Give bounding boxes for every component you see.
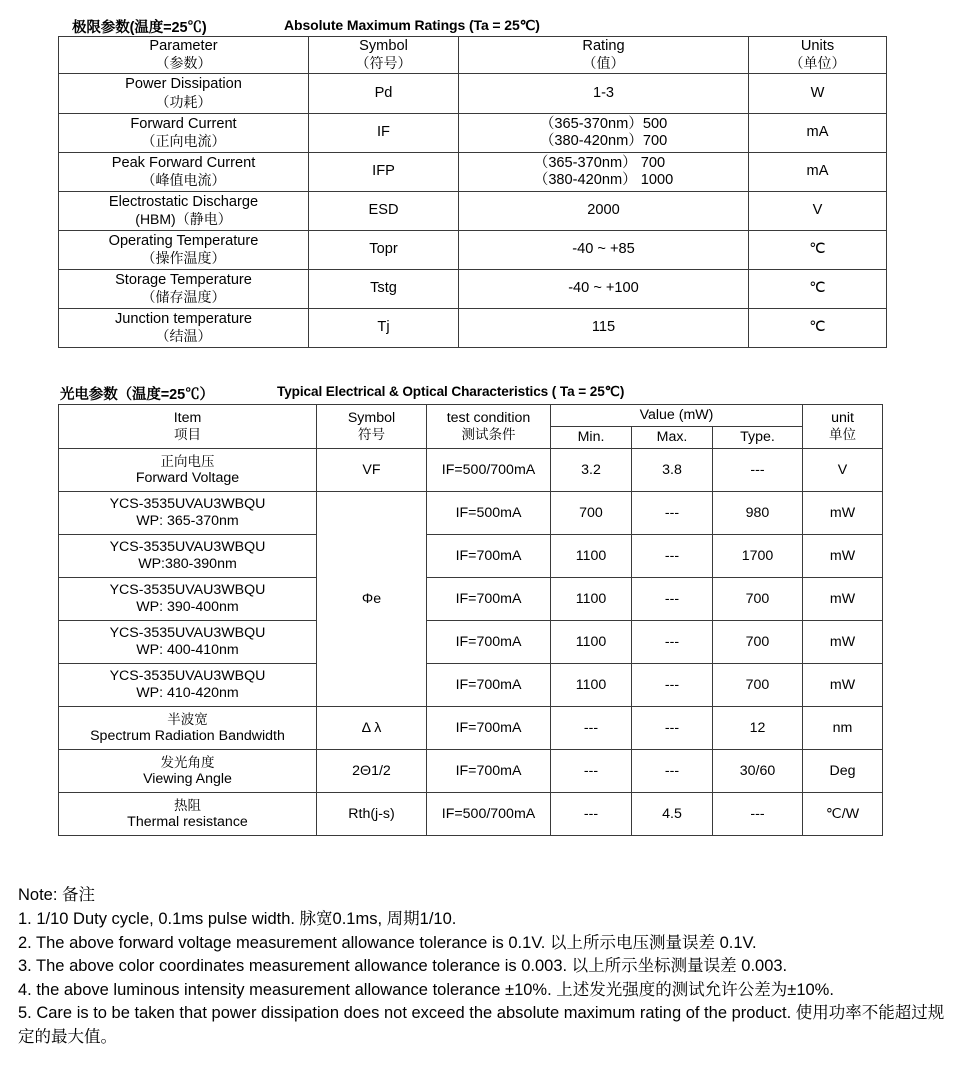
eo-test-condition-cell: IF=700mA xyxy=(427,707,551,750)
amr-symbol-cell: ESD xyxy=(309,191,459,230)
eo-max-cell: --- xyxy=(632,621,713,664)
column-header-min: Min. xyxy=(551,427,632,449)
eo-test-condition-cell: IF=500/700mA xyxy=(427,793,551,836)
eo-item-wavelength: WP:380-390nm xyxy=(138,556,237,572)
table-header-row xyxy=(59,405,883,427)
eo-item-wavelength: WP: 390-400nm xyxy=(136,599,239,615)
amr-parameter-cn: （储存温度） xyxy=(141,289,226,306)
amr-heading-en: Absolute Maximum Ratings (Ta = 25℃) xyxy=(284,17,540,33)
eo-min-cell: 700 xyxy=(551,492,632,535)
eo-item-partnumber: YCS-3535UVAU3WBQU xyxy=(109,668,266,685)
eo-type-cell: 980 xyxy=(713,492,803,535)
eo-max-cell: 3.8 xyxy=(632,449,713,492)
column-header-symbol xyxy=(317,405,427,449)
eo-max-cell: --- xyxy=(632,492,713,535)
amr-parameter-cn: （功耗） xyxy=(155,93,212,110)
eo-max-cell: 4.5 xyxy=(632,793,713,836)
note-item: 3. The above color coordinates measurement allowance tolerance is 0.003. 以上所示坐标测量误差 0.003. xyxy=(18,957,788,976)
eo-item-wavelength: WP: 410-420nm xyxy=(136,685,239,701)
amr-parameter-cell xyxy=(59,73,309,113)
note-item: 2. The above forward voltage measurement allowance tolerance is 0.1V. 以上所示电压测量误差 0.1V. xyxy=(18,933,757,952)
eo-unit-cell: mW xyxy=(803,578,883,621)
electro-optical-characteristics-table xyxy=(58,404,883,836)
table-row xyxy=(59,230,887,269)
eo-item-cn: 正向电压 xyxy=(160,453,215,469)
table-row xyxy=(59,707,883,750)
notes-title: Note: 备注 xyxy=(18,886,96,904)
amr-parameter-en: Storage Temperature xyxy=(115,271,252,288)
amr-parameter-cn: （结温） xyxy=(155,328,212,345)
eo-item-cell xyxy=(59,578,317,621)
table-row xyxy=(59,750,883,793)
column-header-unit-cn: 单位 xyxy=(829,426,856,442)
column-header-test-condition-en: test condition xyxy=(446,410,531,427)
eo-unit-cell: Deg xyxy=(803,750,883,793)
table-row xyxy=(59,191,887,230)
column-header-symbol-cn: 符号 xyxy=(358,426,385,442)
eo-heading-en: Typical Electrical & Optical Characteristics ( Ta = 25℃) xyxy=(277,384,625,399)
column-header-rating-en: Rating xyxy=(582,38,625,54)
eo-unit-cell: ℃/W xyxy=(803,793,883,836)
eo-type-cell: 700 xyxy=(713,621,803,664)
eo-type-cell: --- xyxy=(713,449,803,492)
amr-parameter-cn: （正向电流） xyxy=(141,133,226,150)
amr-symbol-cell: Tstg xyxy=(309,269,459,308)
column-header-units-en: Units xyxy=(800,38,835,54)
table-row xyxy=(59,308,887,347)
amr-rating-cell xyxy=(459,230,749,269)
amr-units-cell: ℃ xyxy=(749,308,887,347)
eo-min-cell: --- xyxy=(551,707,632,750)
eo-unit-cell: V xyxy=(803,449,883,492)
column-header-item-en: Item xyxy=(173,410,202,427)
table-row xyxy=(59,535,883,578)
amr-rating-line: （380-420nm）700 xyxy=(539,132,668,149)
amr-rating-line: 1-3 xyxy=(592,84,615,101)
amr-rating-cell xyxy=(459,308,749,347)
eo-item-partnumber: YCS-3535UVAU3WBQU xyxy=(109,582,266,599)
eo-item-en: Forward Voltage xyxy=(135,469,240,486)
amr-parameter-cell xyxy=(59,269,309,308)
eo-type-cell: --- xyxy=(713,793,803,836)
table-row xyxy=(59,73,887,113)
amr-rating-line: 115 xyxy=(591,319,616,336)
column-header-units-cn: （单位） xyxy=(789,55,846,72)
amr-parameter-en: Forward Current xyxy=(130,115,237,132)
eo-item-partnumber: YCS-3535UVAU3WBQU xyxy=(109,496,266,513)
amr-parameter-cell xyxy=(59,152,309,191)
table-row xyxy=(59,269,887,308)
column-header-max: Max. xyxy=(632,427,713,449)
eo-item-wavelength: WP: 365-370nm xyxy=(136,513,239,529)
eo-type-cell: 1700 xyxy=(713,535,803,578)
column-header-parameter-en: Parameter xyxy=(149,38,218,54)
eo-test-condition-cell: IF=700mA xyxy=(427,578,551,621)
eo-unit-cell: mW xyxy=(803,621,883,664)
amr-symbol-cell: IFP xyxy=(309,152,459,191)
eo-max-cell: --- xyxy=(632,535,713,578)
column-header-symbol xyxy=(309,37,459,74)
amr-rating-line: （365-370nm）500 xyxy=(539,115,668,132)
amr-units-cell: V xyxy=(749,191,887,230)
eo-test-condition-cell: IF=500mA xyxy=(427,492,551,535)
eo-test-condition-cell: IF=700mA xyxy=(427,664,551,707)
eo-unit-cell: mW xyxy=(803,664,883,707)
eo-heading-cn: 光电参数（温度=25℃） xyxy=(60,387,214,403)
amr-units-cell: ℃ xyxy=(749,269,887,308)
column-header-units xyxy=(749,37,887,74)
eo-item-cell xyxy=(59,750,317,793)
amr-parameter-cn: （操作温度） xyxy=(141,250,226,267)
eo-type-cell: 700 xyxy=(713,578,803,621)
eo-item-en: Thermal resistance xyxy=(127,813,248,830)
column-header-rating xyxy=(459,37,749,74)
amr-parameter-cell xyxy=(59,113,309,152)
column-header-symbol-cn: （符号） xyxy=(355,55,412,72)
eo-test-condition-cell: IF=700mA xyxy=(427,750,551,793)
eo-item-cell xyxy=(59,707,317,750)
amr-rating-line: 2000 xyxy=(587,202,620,219)
amr-parameter-en: Power Dissipation xyxy=(125,76,242,93)
eo-min-cell: 3.2 xyxy=(551,449,632,492)
amr-rating-cell xyxy=(459,191,749,230)
column-header-unit xyxy=(803,405,883,449)
table-row xyxy=(59,152,887,191)
eo-unit-cell: mW xyxy=(803,492,883,535)
eo-item-cn: 热阻 xyxy=(174,797,201,813)
column-header-value-group: Value (mW) xyxy=(551,405,803,427)
eo-min-cell: --- xyxy=(551,793,632,836)
eo-item-cell xyxy=(59,793,317,836)
note-item: 5. Care is to be taken that power dissipation does not exceed the absolute maximum rating of the product. 使用功率不能超过规定的最大值。 xyxy=(18,1004,945,1046)
table-row xyxy=(59,793,883,836)
eo-min-cell: 1100 xyxy=(551,578,632,621)
amr-rating-cell xyxy=(459,152,749,191)
amr-heading-cn: 极限参数(温度=25℃) xyxy=(72,20,207,36)
column-header-type: Type. xyxy=(713,427,803,449)
amr-units-cell: ℃ xyxy=(749,230,887,269)
eo-symbol-cell: 2Θ1/2 xyxy=(317,750,427,793)
amr-parameter-cell xyxy=(59,230,309,269)
eo-max-cell: --- xyxy=(632,664,713,707)
eo-min-cell: --- xyxy=(551,750,632,793)
amr-parameter-en: Junction temperature xyxy=(114,310,253,327)
note-item: 4. the above luminous intensity measurement allowance tolerance ±10%. 上述发光强度的测试允许公差为±10%. xyxy=(18,980,834,999)
eo-max-cell: --- xyxy=(632,578,713,621)
eo-item-en: Viewing Angle xyxy=(143,770,232,787)
amr-parameter-cell xyxy=(59,191,309,230)
amr-parameter-en: Peak Forward Current xyxy=(111,154,256,171)
column-header-test-condition-cn: 测试条件 xyxy=(461,426,516,442)
eo-symbol-cell: Rth(j-s) xyxy=(317,793,427,836)
table-row xyxy=(59,113,887,152)
notes-section xyxy=(18,884,954,1049)
amr-parameter-cell xyxy=(59,308,309,347)
eo-symbol-cell: Δ λ xyxy=(317,707,427,750)
eo-min-cell: 1100 xyxy=(551,535,632,578)
table-row xyxy=(59,578,883,621)
amr-rating-cell xyxy=(459,269,749,308)
table-row xyxy=(59,449,883,492)
eo-min-cell: 1100 xyxy=(551,664,632,707)
eo-test-condition-cell: IF=700mA xyxy=(427,621,551,664)
eo-unit-cell: nm xyxy=(803,707,883,750)
eo-type-cell: 30/60 xyxy=(713,750,803,793)
eo-type-cell: 700 xyxy=(713,664,803,707)
eo-item-en: Spectrum Radiation Bandwidth xyxy=(90,727,285,744)
eo-max-cell: --- xyxy=(632,750,713,793)
amr-rating-line: （380-420nm） 1000 xyxy=(533,171,674,188)
absolute-maximum-ratings-table xyxy=(58,36,887,348)
amr-rating-cell xyxy=(459,113,749,152)
amr-parameter-en: Electrostatic Discharge xyxy=(108,193,259,210)
eo-item-wavelength: WP: 400-410nm xyxy=(136,642,239,658)
amr-parameter-cn: （峰值电流） xyxy=(141,172,226,189)
eo-item-cn: 发光角度 xyxy=(160,754,215,770)
eo-unit-cell: mW xyxy=(803,535,883,578)
column-header-parameter-cn: （参数） xyxy=(155,55,212,72)
eo-item-partnumber: YCS-3535UVAU3WBQU xyxy=(109,539,266,556)
table-header-row xyxy=(59,37,887,74)
amr-rating-line: （365-370nm） 700 xyxy=(533,154,666,171)
column-header-item-cn: 项目 xyxy=(174,426,201,442)
amr-units-cell: W xyxy=(749,73,887,113)
eo-item-cell xyxy=(59,535,317,578)
eo-symbol-cell: VF xyxy=(317,449,427,492)
column-header-rating-cn: （值） xyxy=(582,55,625,72)
eo-symbol-cell-phi: Φe xyxy=(317,492,427,707)
column-header-test-condition xyxy=(427,405,551,449)
note-item: 1. 1/10 Duty cycle, 0.1ms pulse width. 脉宽0.1ms, 周期1/10. xyxy=(18,910,457,929)
amr-parameter-en: Operating Temperature xyxy=(108,232,259,249)
amr-symbol-cell: IF xyxy=(309,113,459,152)
amr-rating-cell xyxy=(459,73,749,113)
column-header-item xyxy=(59,405,317,449)
amr-units-cell: mA xyxy=(749,113,887,152)
eo-max-cell: --- xyxy=(632,707,713,750)
column-header-symbol-en: Symbol xyxy=(347,410,396,427)
amr-symbol-cell: Pd xyxy=(309,73,459,113)
eo-type-cell: 12 xyxy=(713,707,803,750)
amr-rating-line: -40 ~ +100 xyxy=(568,280,639,297)
eo-item-cell xyxy=(59,492,317,535)
eo-test-condition-cell: IF=500/700mA xyxy=(427,449,551,492)
column-header-unit-en: unit xyxy=(831,410,854,427)
amr-parameter-cn: (HBM)（静电） xyxy=(135,211,232,228)
eo-item-cell xyxy=(59,664,317,707)
table-row xyxy=(59,492,883,535)
amr-symbol-cell: Topr xyxy=(309,230,459,269)
eo-item-cell xyxy=(59,621,317,664)
eo-item-cell xyxy=(59,449,317,492)
eo-item-partnumber: YCS-3535UVAU3WBQU xyxy=(109,625,266,642)
column-header-parameter xyxy=(59,37,309,74)
amr-units-cell: mA xyxy=(749,152,887,191)
eo-item-cn: 半波宽 xyxy=(167,711,208,727)
amr-symbol-cell: Tj xyxy=(309,308,459,347)
table-row xyxy=(59,664,883,707)
eo-min-cell: 1100 xyxy=(551,621,632,664)
column-header-symbol-en: Symbol xyxy=(359,38,408,54)
eo-test-condition-cell: IF=700mA xyxy=(427,535,551,578)
table-row xyxy=(59,621,883,664)
amr-rating-line: -40 ~ +85 xyxy=(572,241,635,258)
